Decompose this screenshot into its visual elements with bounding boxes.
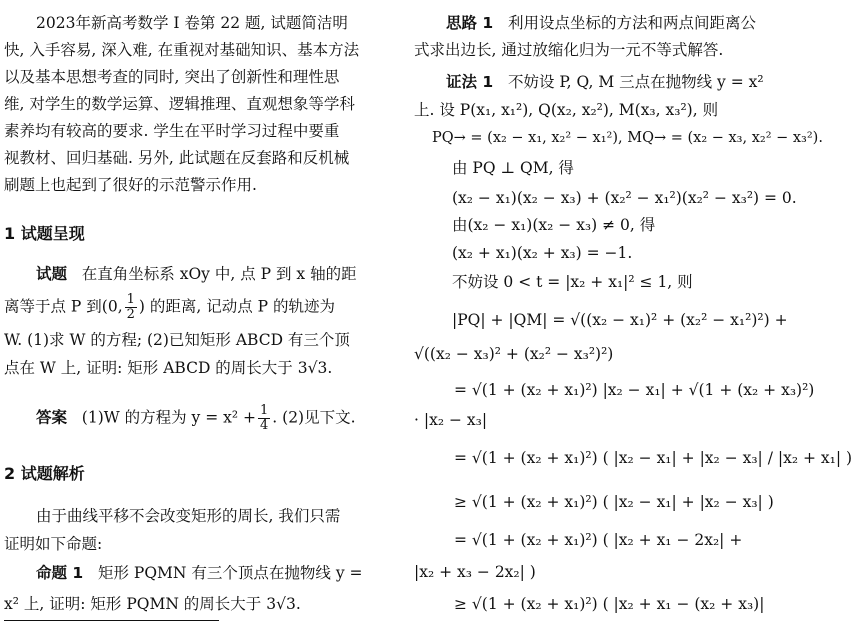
proof-line-9: |PQ| + |QM| = √((x₂ − x₁)² + (x₂² − x₁²)²) + xyxy=(452,311,788,329)
problem-text-1: 在直角坐标系 xOy 中, 点 P 到 x 轴的距 xyxy=(81,265,357,283)
intro-line-5: 素养均有较高的要求. 学生在平时学习过程中要重 xyxy=(4,122,340,140)
problem-line-1 xyxy=(36,264,357,284)
proof-line-2: 上. 设 P(x₁, x₁²), Q(x₂, x₂²), M(x₃, x₃²), 则 xyxy=(414,101,719,119)
problem-text-2a: 离等于点 P 到(0, xyxy=(4,297,123,316)
proof-line-15: = √(1 + (x₂ + x₁)²) ( |x₂ + x₁ − 2x₂| + xyxy=(454,531,743,549)
answer-line xyxy=(36,404,356,433)
proof-line-3: PQ→ = (x₂ − x₁, x₂² − x₁²), MQ→ = (x₂ − x₃, x₂² − x₃²). xyxy=(432,130,823,146)
proposition-line-1 xyxy=(36,563,363,583)
problem-text-2b: ) 的距离, 记动点 P 的轨迹为 xyxy=(138,297,336,316)
proof-line-10: √((x₂ − x₃)² + (x₂² − x₃²)²) xyxy=(414,345,614,363)
problem-line-3: W. (1)求 W 的方程; (2)已知矩形 ABCD 有三个顶 xyxy=(4,331,350,349)
proof-line-8: 不妨设 0 < t = |x₂ + x₁|² ≤ 1, 则 xyxy=(452,273,693,291)
idea-text-1: 利用设点坐标的方法和两点间距离公 xyxy=(507,14,756,32)
intro-line-3: 以及基本思想考查的同时, 突出了创新性和理性思 xyxy=(4,68,340,86)
proof-line-6: 由(x₂ − x₁)(x₂ − x₃) ≠ 0, 得 xyxy=(452,216,656,234)
answer-text-b: . (2)见下文. xyxy=(272,408,356,427)
intro-line-7: 刷题上也起到了很好的示范警示作用. xyxy=(4,176,257,194)
proof-line-4: 由 PQ ⊥ QM, 得 xyxy=(452,159,574,177)
intro-line-4: 维, 对学生的数学运算、逻辑推理、直观想象等学科 xyxy=(4,95,355,113)
proposition-line-2: x² 上, 证明: 矩形 PQMN 的周长大于 3√3. xyxy=(4,595,301,613)
fraction-one-quarter: $\frac{1}{4}$ xyxy=(260,403,269,433)
section-2-title: 2 试题解析 xyxy=(4,464,85,483)
section-1-title: 1 试题呈现 xyxy=(4,224,85,243)
proof-line-17: ≥ √(1 + (x₂ + x₁)²) ( |x₂ + x₁ − (x₂ + x₃)| xyxy=(454,595,765,613)
intro-line-6: 视教材、回归基础. 另外, 此试题在反套路和反机械 xyxy=(4,149,350,167)
idea-line-1 xyxy=(446,13,756,33)
answer-text-a: (1)W 的方程为 y = x² + xyxy=(81,408,257,427)
proof-line-7: (x₂ + x₁)(x₂ + x₃) = −1. xyxy=(452,244,633,262)
problem-label: 试题 xyxy=(36,265,68,283)
proof-line-1 xyxy=(446,72,764,92)
proof-label: 证法 1 xyxy=(446,73,494,91)
analysis-line-1: 由于曲线平移不会改变矩形的周长, 我们只需 xyxy=(36,507,341,525)
idea-line-2: 式求出边长, 通过放缩化归为一元不等式解答. xyxy=(414,41,724,59)
proposition-label: 命题 1 xyxy=(36,564,84,582)
idea-label: 思路 1 xyxy=(446,14,494,32)
proof-text-1: 不妨设 P, Q, M 三点在抛物线 y = x² xyxy=(507,73,764,91)
proof-line-12: · |x₂ − x₃| xyxy=(414,411,488,429)
analysis-line-2: 证明如下命题: xyxy=(4,535,103,553)
proof-line-14: ≥ √(1 + (x₂ + x₁)²) ( |x₂ − x₁| + |x₂ − x₃| ) xyxy=(454,493,774,511)
problem-line-4: 点在 W 上, 证明: 矩形 ABCD 的周长大于 3√3. xyxy=(4,359,333,377)
intro-line-2: 快, 入手容易, 深入难, 在重视对基础知识、基本方法 xyxy=(4,41,360,59)
proof-line-16: |x₂ + x₃ − 2x₂| ) xyxy=(414,563,536,581)
proposition-text-1: 矩形 PQMN 有三个顶点在抛物线 y = xyxy=(97,564,363,582)
answer-label: 答案 xyxy=(36,408,68,427)
footnote-rule xyxy=(4,620,219,621)
problem-line-2 xyxy=(4,293,335,322)
intro-line-1: 2023年新高考数学 Ⅰ 卷第 22 题, 试题简洁明 xyxy=(36,14,348,32)
proof-line-11: = √(1 + (x₂ + x₁)²) |x₂ − x₁| + √(1 + (x₂ + x₃)²) xyxy=(454,381,815,399)
proof-line-13: = √(1 + (x₂ + x₁)²) ( |x₂ − x₁| + |x₂ − x₃| / |x₂ + x₁| ) xyxy=(454,449,852,467)
proof-line-5: (x₂ − x₁)(x₂ − x₃) + (x₂² − x₁²)(x₂² − x₃²) = 0. xyxy=(452,189,797,207)
fraction-one-half: $\frac{1}{2}$ xyxy=(126,292,135,322)
